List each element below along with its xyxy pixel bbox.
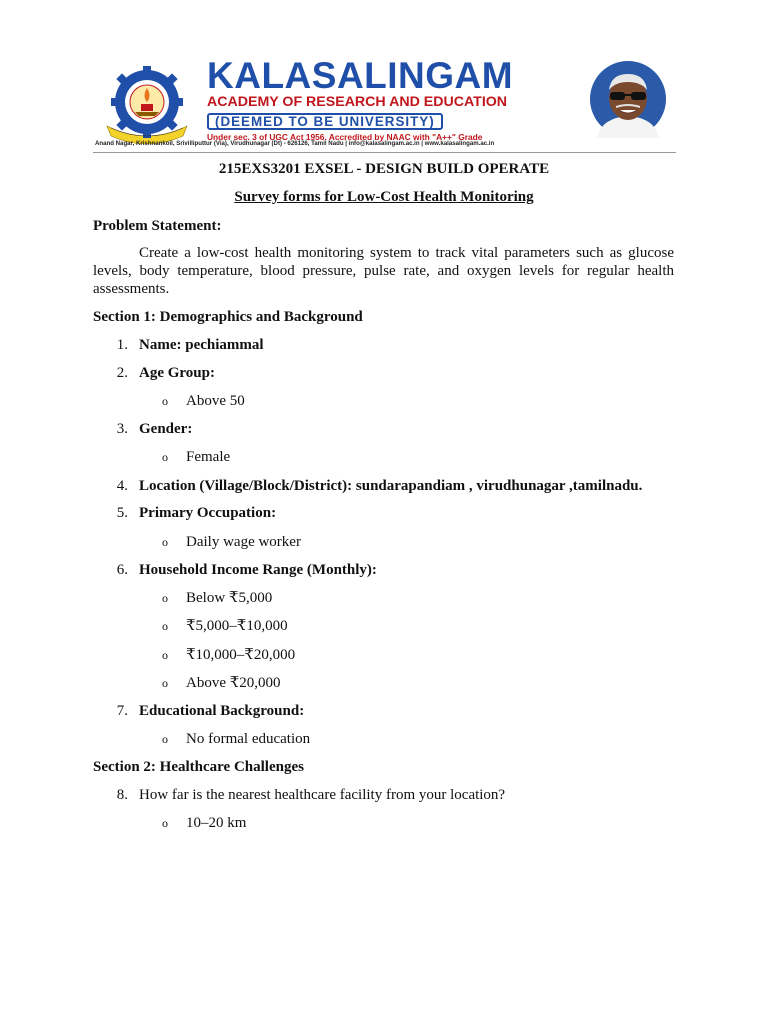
q6-option: Below ₹5,000 xyxy=(186,590,273,606)
letterhead xyxy=(95,55,677,150)
q5-label: Primary Occupation: xyxy=(139,505,277,521)
q5-answer: Daily wage worker xyxy=(186,534,301,550)
q1-label: Name: pechiammal xyxy=(139,337,264,353)
bullet-icon: o xyxy=(162,591,168,605)
brand-deemed: (DEEMED TO BE UNIVERSITY) xyxy=(207,113,443,130)
q4-label: Location (Village/Block/District): sundarapandiam , virudhunagar ,tamilnadu. xyxy=(139,478,643,494)
problem-heading: Problem Statement: xyxy=(93,218,222,234)
q5-number: 5. xyxy=(116,505,128,521)
q4-number: 4. xyxy=(116,478,128,494)
problem-text: Create a low-cost health monitoring system to track vital parameters such as glucose levels, body temperature, blood pressure, pulse rate, and oxygen levels for regular health assessments. xyxy=(93,245,674,297)
bullet-icon: o xyxy=(162,619,168,633)
bullet-icon: o xyxy=(162,676,168,690)
q1-number: 1. xyxy=(116,337,128,353)
university-seal-logo xyxy=(97,64,197,144)
address-line: Anand Nagar, Krishnankoil, Srivilliputtur (Via), Virudhunagar (Dt) - 626126, Tamil Nadu | info@kalasalingam.ac.in | www.kalasalingam.ac.in xyxy=(95,140,495,147)
q7-label: Educational Background: xyxy=(139,703,305,719)
bullet-icon: o xyxy=(162,816,168,830)
bullet-icon: o xyxy=(162,394,168,408)
q3-number: 3. xyxy=(116,421,128,437)
founder-portrait xyxy=(581,60,675,138)
course-title: 215EXS3201 EXSEL - DESIGN BUILD OPERATE xyxy=(218,161,550,177)
bullet-icon: o xyxy=(162,535,168,549)
q3-answer: Female xyxy=(186,449,231,465)
q7-answer: No formal education xyxy=(186,731,311,747)
q2-number: 2. xyxy=(116,365,128,381)
brand-accreditation: Under sec. 3 of UGC Act 1956. Accredited by NAAC with "A++" Grade xyxy=(207,132,483,142)
q6-option: ₹10,000–₹20,000 xyxy=(186,647,296,663)
bullet-icon: o xyxy=(162,648,168,662)
q8-number: 8. xyxy=(116,787,128,803)
brand-subtitle: ACADEMY OF RESEARCH AND EDUCATION xyxy=(207,94,508,110)
bullet-icon: o xyxy=(162,450,168,464)
q6-number: 6. xyxy=(116,562,128,578)
brand-name: KALASALINGAM xyxy=(207,55,514,96)
survey-title: Survey forms for Low-Cost Health Monitoring xyxy=(234,189,534,205)
q6-option: ₹5,000–₹10,000 xyxy=(186,618,288,634)
brand-block xyxy=(207,55,577,143)
q6-label: Household Income Range (Monthly): xyxy=(139,562,377,578)
header-divider xyxy=(93,152,676,153)
q8-answer: 10–20 km xyxy=(186,815,247,831)
q7-number: 7. xyxy=(116,703,128,719)
section2-heading: Section 2: Healthcare Challenges xyxy=(93,759,304,775)
section1-heading: Section 1: Demographics and Background xyxy=(93,309,363,325)
q8-label: How far is the nearest healthcare facility from your location? xyxy=(139,787,506,803)
q2-answer: Above 50 xyxy=(186,393,245,409)
q3-label: Gender: xyxy=(139,421,193,437)
q2-label: Age Group: xyxy=(139,365,215,381)
bullet-icon: o xyxy=(162,732,168,746)
q6-option: Above ₹20,000 xyxy=(186,675,281,691)
